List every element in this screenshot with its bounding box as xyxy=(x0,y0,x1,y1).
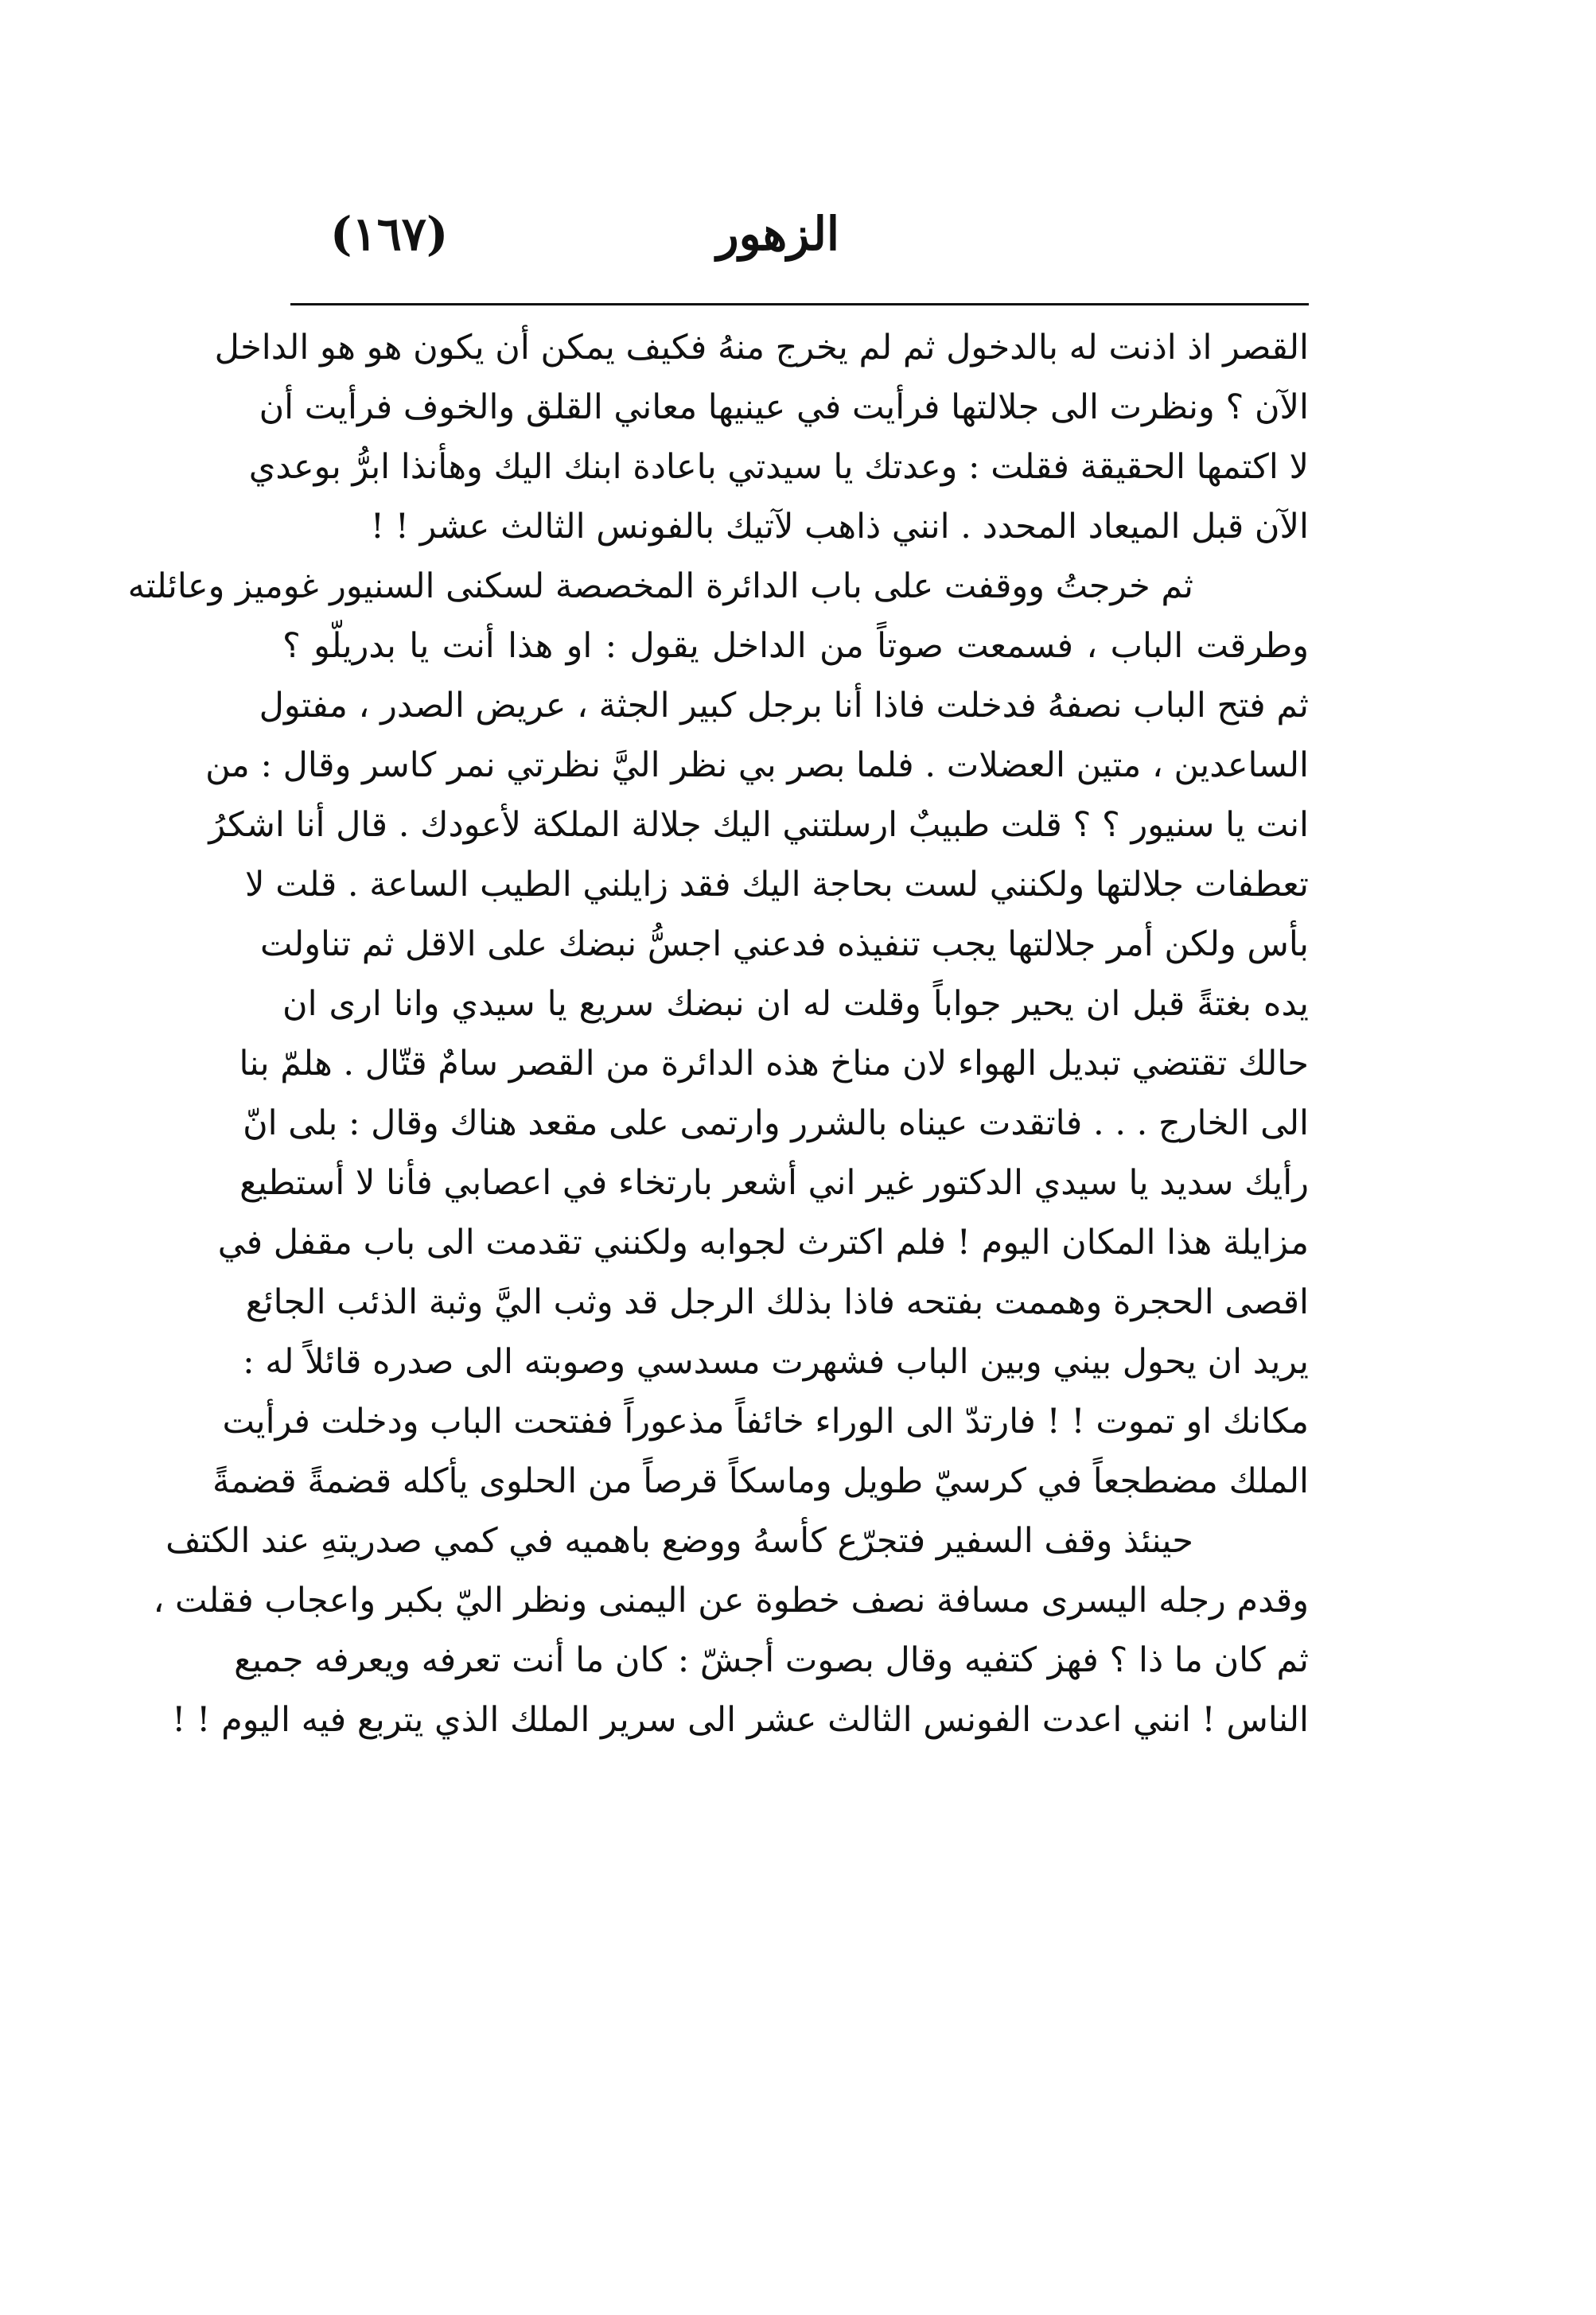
text-line: الناس ! انني اعدت الفونس الثالث عشر الى سرير الملك الذي يتربع فيه اليوم ! ! xyxy=(172,1700,1309,1740)
text-line: يريد ان يحول بيني وبين الباب فشهرت مسدسي وصوبته الى صدره قائلاً له : xyxy=(243,1342,1309,1382)
page-number: (١٦٧) xyxy=(330,207,449,261)
text-line: الآن ؟ ونظرت الى جلالتها فرأيت في عينيها معاني القلق والخوف فرأيت أن xyxy=(259,387,1309,427)
text-line: حالك تقتضي تبديل الهواء لان مناخ هذه الدائرة من القصر سامٌ قتّال . هلمّ بنا xyxy=(239,1044,1309,1084)
body-text xyxy=(127,318,1309,1750)
text-line: القصر اذ اذنت له بالدخول ثم لم يخرج منهُ فكيف يمكن أن يكون هو هو الداخل xyxy=(214,328,1309,368)
text-line: الآن قبل الميعاد المحدد . انني ذاهب لآتيك بالفونس الثالث عشر ! ! xyxy=(370,507,1309,547)
text-line: ثم فتح الباب نصفهُ فدخلت فاذا أنا برجل كبير الجثة ، عريض الصدر ، مفتول xyxy=(259,686,1309,726)
text-line: ثم خرجتُ ووقفت على باب الدائرة المخصصة لسكنى السنيور غوميز وعائلته xyxy=(127,566,1193,606)
text-line: يده بغتةً قبل ان يحير جواباً وقلت له ان نبضك سريع يا سيدي وانا ارى ان xyxy=(282,984,1309,1024)
text-line: اقصى الحجرة وهممت بفتحه فاذا بذلك الرجل قد وثب اليَّ وثبة الذئب الجائع xyxy=(245,1282,1309,1322)
text-line: حينئذ وقف السفير فتجرّع كأسهُ ووضع باهميه في كمي صدريتهِ عند الكتف xyxy=(165,1521,1193,1561)
text-line: انت يا سنيور ؟ ؟ قلت طبيبٌ ارسلتني اليك جلالة الملكة لأعودك . قال أنا اشكرُ xyxy=(208,805,1309,845)
running-header xyxy=(282,207,1309,298)
running-title: الزهور xyxy=(716,207,839,261)
text-line: لا اكتمها الحقيقة فقلت : وعدتك يا سيدتي باعادة ابنك اليك وهأنذا ابرُّ بوعدي xyxy=(248,447,1309,487)
text-line: الى الخارج . . . فاتقدت عيناه بالشرر وارتمى على مقعد هناك وقال : بلى انّ xyxy=(243,1103,1309,1143)
header-rule xyxy=(290,303,1309,305)
text-line: بأس ولكن أمر جلالتها يجب تنفيذه فدعني اجسُّ نبضك على الاقل ثم تناولت xyxy=(259,924,1309,964)
text-line: وقدم رجله اليسرى مسافة نصف خطوة عن اليمنى ونظر اليّ بكبر واعجاب فقلت ، xyxy=(153,1581,1309,1620)
text-line: وطرقت الباب ، فسمعت صوتاً من الداخل يقول : او هذا أنت يا بدريلّو ؟ xyxy=(282,626,1309,666)
text-line: رأيك سديد يا سيدي الدكتور غير اني أشعر بارتخاء في اعصابي فأنا لا أستطيع xyxy=(239,1163,1309,1203)
text-line: الملك مضطجعاً في كرسيّ طويل وماسكاً قرصاً من الحلوى يأكله قضمةً قضمةً xyxy=(212,1461,1309,1501)
text-line: تعطفات جلالتها ولكنني لست بحاجة اليك فقد زايلني الطيب الساعة . قلت لا xyxy=(245,865,1309,905)
text-line: مزايلة هذا المكان اليوم ! فلم اكترث لجوابه ولكنني تقدمت الى باب مقفل في xyxy=(217,1223,1309,1263)
text-line: مكانك او تموت ! ! فارتدّ الى الوراء خائفاً مذعوراً ففتحت الباب ودخلت فرأيت xyxy=(222,1402,1309,1442)
text-line: ثم كان ما ذا ؟ فهز كتفيه وقال بصوت أجشّ : كان ما أنت تعرفه ويعرفه جميع xyxy=(234,1640,1309,1680)
text-line: الساعدين ، متين العضلات . فلما بصر بي نظر اليَّ نظرتي نمر كاسر وقال : من xyxy=(205,745,1309,785)
